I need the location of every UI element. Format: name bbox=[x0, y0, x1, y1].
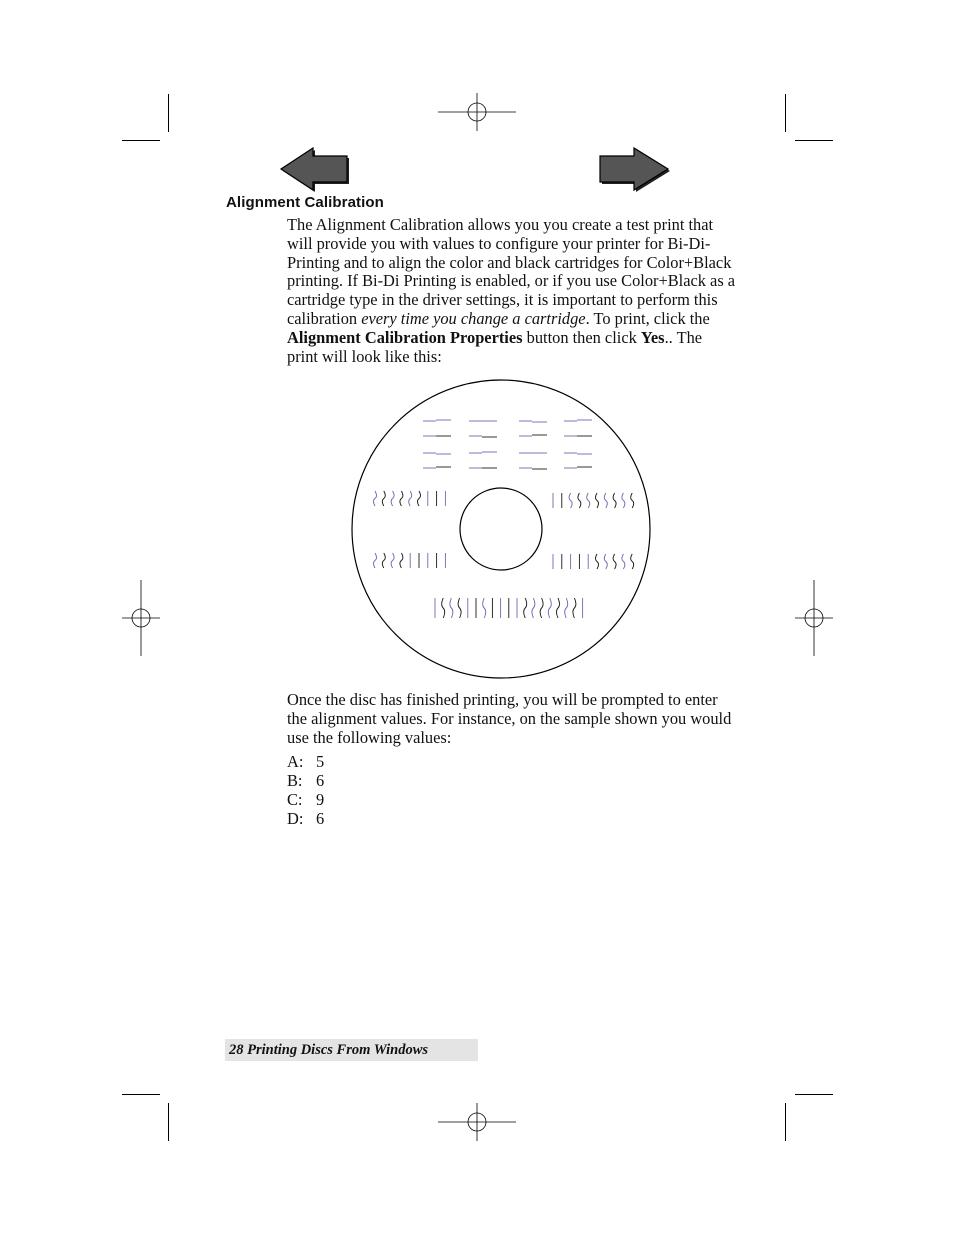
registration-mark-top bbox=[438, 93, 516, 131]
alignment-squiggle bbox=[532, 598, 535, 618]
alignment-squiggle bbox=[391, 553, 394, 568]
alignment-squiggle bbox=[374, 553, 377, 568]
alignment-squiggle bbox=[450, 598, 453, 618]
values-list bbox=[287, 752, 324, 828]
registration-mark-bottom bbox=[438, 1103, 516, 1141]
alignment-squiggle bbox=[569, 493, 572, 508]
crop-mark bbox=[122, 140, 160, 141]
alignment-squiggle bbox=[400, 491, 403, 506]
alignment-squiggle bbox=[409, 491, 412, 506]
values-intro-paragraph bbox=[287, 691, 737, 747]
registration-mark-left bbox=[122, 580, 160, 656]
alignment-squiggle bbox=[442, 598, 445, 618]
alignment-squiggle bbox=[557, 598, 560, 618]
alignment-squiggle bbox=[565, 598, 568, 618]
alignment-squiggle bbox=[596, 554, 599, 569]
value-row bbox=[287, 771, 324, 790]
alignment-squiggle bbox=[604, 493, 607, 508]
crop-mark bbox=[168, 1103, 169, 1141]
alignment-squiggle bbox=[418, 491, 421, 506]
value-row bbox=[287, 790, 324, 809]
intro-text: .. The print will look like this: bbox=[287, 327, 703, 366]
crop-mark bbox=[168, 94, 169, 132]
alignment-squiggle bbox=[382, 553, 385, 568]
crop-mark bbox=[795, 140, 833, 141]
alignment-squiggle bbox=[613, 493, 616, 508]
value-key: B: bbox=[287, 771, 303, 790]
crop-mark bbox=[785, 1103, 786, 1141]
values-intro-text: Once the disc has finished printing, you will be prompted to enter the alignment values. For instance, on the sample shown you would use the following values: bbox=[287, 690, 732, 747]
alignment-squiggle bbox=[578, 493, 581, 508]
page-footer: 28 Printing Discs From Windows bbox=[225, 1039, 478, 1061]
left-arrow-icon[interactable] bbox=[279, 147, 351, 193]
alignment-squiggle bbox=[540, 598, 543, 618]
emphasis-text: every time you change a cartridge bbox=[361, 308, 586, 328]
alignment-squiggle bbox=[524, 598, 527, 618]
right-arrow-icon[interactable] bbox=[598, 147, 674, 193]
value-row bbox=[287, 752, 324, 771]
alignment-squiggle bbox=[631, 493, 634, 508]
crop-mark bbox=[795, 1094, 833, 1095]
intro-text: The Alignment Calibration allows you you create a test print that will provide you with values to configure your printer for Bi-Di- Printing and to align the color and black cartridges for Color+Black printing. If Bi-Di Printing is enabled, or if you use Color+Black as a cartridge type in the driver settings, it is important to perform this calibration bbox=[287, 215, 736, 328]
value-key: D: bbox=[287, 809, 304, 828]
alignment-squiggle bbox=[587, 493, 590, 508]
yes-text: Yes bbox=[640, 327, 665, 347]
value-number: 6 bbox=[316, 771, 325, 790]
value-number: 6 bbox=[316, 809, 325, 828]
value-key: A: bbox=[287, 752, 304, 771]
alignment-squiggle bbox=[374, 491, 377, 506]
button-name-text: Alignment Calibration Properties bbox=[287, 327, 523, 347]
alignment-squiggle bbox=[382, 491, 385, 506]
alignment-squiggle bbox=[483, 598, 486, 618]
alignment-squiggle bbox=[573, 598, 576, 618]
alignment-squiggle bbox=[604, 554, 607, 569]
alignment-squiggle bbox=[400, 553, 403, 568]
alignment-squiggle bbox=[622, 554, 625, 569]
section-heading: Alignment Calibration bbox=[226, 194, 384, 211]
crop-mark bbox=[785, 94, 786, 132]
value-number: 5 bbox=[316, 752, 325, 771]
alignment-squiggle bbox=[391, 491, 394, 506]
value-key: C: bbox=[287, 790, 303, 809]
alignment-squiggle bbox=[596, 493, 599, 508]
registration-mark-right bbox=[795, 580, 833, 656]
value-number: 9 bbox=[316, 790, 325, 809]
value-row bbox=[287, 809, 324, 828]
alignment-squiggle bbox=[631, 554, 634, 569]
alignment-squiggle bbox=[548, 598, 551, 618]
crop-mark bbox=[122, 1094, 160, 1095]
alignment-squiggle bbox=[613, 554, 616, 569]
intro-text: button then click bbox=[522, 327, 641, 347]
alignment-squiggle bbox=[458, 598, 461, 618]
intro-paragraph bbox=[287, 216, 737, 366]
intro-text: . To print, click the bbox=[585, 308, 710, 328]
calibration-disc-illustration bbox=[348, 376, 654, 682]
alignment-squiggle bbox=[622, 493, 625, 508]
